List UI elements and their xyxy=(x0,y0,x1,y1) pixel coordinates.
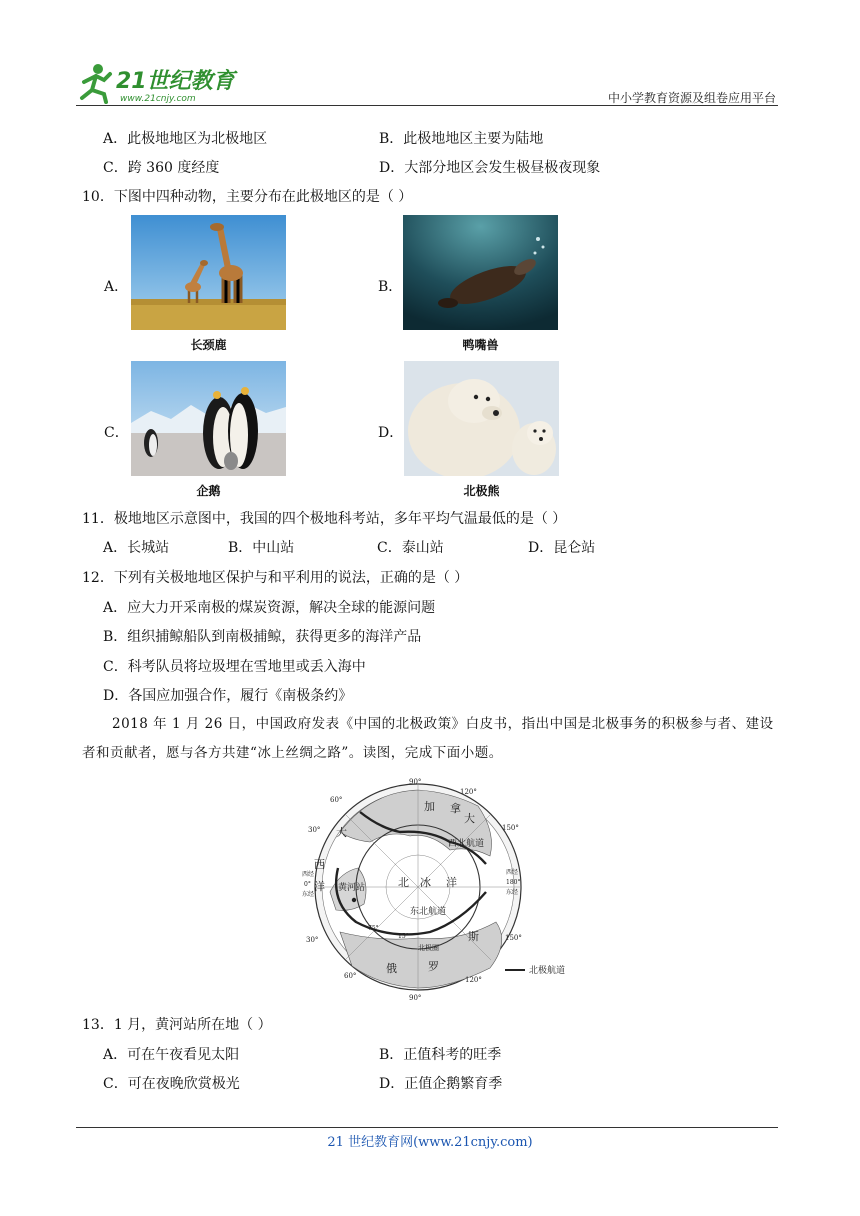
q11-option-c: C．泰山站 xyxy=(377,540,444,556)
q12-option-d: D．各国应加强合作，履行《南极条约》 xyxy=(103,688,353,704)
q11-option-b: B．中山站 xyxy=(228,540,295,556)
q9-option-a: A．此极地地区为北极地区 xyxy=(103,131,268,147)
svg-text:西经: 西经 xyxy=(506,869,519,876)
q13-option-d: D．正值企鹅繁育季 xyxy=(379,1076,503,1092)
svg-text:西: 西 xyxy=(314,858,325,871)
q10-option-d-caption: 北极熊 xyxy=(463,484,500,498)
svg-text:洋: 洋 xyxy=(446,876,457,889)
svg-text:75°: 75° xyxy=(368,925,379,932)
svg-text:150°: 150° xyxy=(502,824,519,832)
svg-text:120°: 120° xyxy=(465,976,482,984)
svg-text:俄: 俄 xyxy=(386,962,397,975)
q10-option-d-letter: D． xyxy=(378,425,404,441)
footer-divider xyxy=(76,1127,778,1128)
svg-text:东经: 东经 xyxy=(506,889,519,896)
q9-option-c: C．跨 360 度经度 xyxy=(103,160,220,176)
svg-text:60°: 60° xyxy=(330,796,343,804)
svg-text:大: 大 xyxy=(464,812,475,825)
footer-site-link[interactable]: 21 世纪教育网(www.21cnjy.com) xyxy=(327,1135,533,1150)
svg-text:90°: 90° xyxy=(409,778,422,786)
q11-stem: 11．极地地区示意图中，我国的四个极地科考站，多年平均气温最低的是（ ） xyxy=(82,511,567,527)
svg-text:东北航道: 东北航道 xyxy=(410,907,447,917)
runner-icon xyxy=(82,64,110,102)
svg-text:罗: 罗 xyxy=(428,960,439,973)
platypus-image xyxy=(403,215,558,330)
polar-bear-image xyxy=(404,361,559,476)
svg-text:北极圈: 北极圈 xyxy=(418,944,439,952)
q10-stem: 10．下图中四种动物，主要分布在此极地区的是（ ） xyxy=(82,189,413,205)
q11-option-a: A．长城站 xyxy=(103,540,170,556)
svg-text:90°: 90° xyxy=(409,994,422,1002)
svg-text:150°: 150° xyxy=(505,934,522,942)
station-marker xyxy=(352,898,356,902)
q12-option-c: C．科考队员将垃圾埋在雪地里或丢入海中 xyxy=(103,659,366,675)
q12-option-b: B．组织捕鲸船队到南极捕鲸，获得更多的海洋产品 xyxy=(103,629,422,645)
arctic-route-map xyxy=(300,772,585,1002)
q13-stem: 13．1 月，黄河站所在地（ ） xyxy=(82,1017,272,1033)
svg-text:0°: 0° xyxy=(304,881,311,888)
header-divider xyxy=(76,105,778,106)
svg-text:15°: 15° xyxy=(398,933,409,940)
svg-text:加: 加 xyxy=(424,800,435,813)
svg-text:东经: 东经 xyxy=(302,891,315,898)
svg-text:拿: 拿 xyxy=(450,802,461,815)
q10-option-c-caption: 企鹅 xyxy=(196,484,221,498)
penguin-image xyxy=(131,361,286,476)
q12-stem: 12．下列有关极地地区保护与和平利用的说法，正确的是（ ） xyxy=(82,570,469,586)
svg-text:西北航道: 西北航道 xyxy=(448,839,485,849)
q12-option-a: A．应大力开采南极的煤炭资源，解决全球的能源问题 xyxy=(103,600,436,616)
q10-option-a-caption: 长颈鹿 xyxy=(190,338,227,352)
svg-text:180°: 180° xyxy=(506,879,521,886)
svg-text:www.21cnjy.com: www.21cnjy.com xyxy=(120,94,196,104)
svg-text:北: 北 xyxy=(398,876,409,889)
giraffe-image xyxy=(131,215,286,330)
q10-option-b-letter: B． xyxy=(378,279,403,295)
site-logo xyxy=(74,60,244,104)
q9-option-b: B．此极地地区主要为陆地 xyxy=(379,131,544,147)
svg-text:30°: 30° xyxy=(308,826,321,834)
legend-label: 北极航道 xyxy=(529,966,566,976)
svg-text:60°: 60° xyxy=(344,972,357,980)
svg-text:120°: 120° xyxy=(460,788,477,796)
q10-option-a-letter: A． xyxy=(104,279,129,295)
q13-option-b: B．正值科考的旺季 xyxy=(379,1047,502,1063)
svg-text:冰: 冰 xyxy=(420,876,431,889)
reading-passage: 2018 年 1 月 26 日，中国政府发表《中国的北极政策》白皮书，指出中国是北极事务的积极参与者、建设者和贡献者，愿与各方共建“冰上丝绸之路”。读图，完成下面小题。 xyxy=(82,716,774,761)
svg-text:洋: 洋 xyxy=(314,880,325,893)
q10-option-c-letter: C． xyxy=(104,425,129,441)
q10-option-b-caption: 鸭嘴兽 xyxy=(462,338,499,352)
svg-text:斯: 斯 xyxy=(468,930,479,943)
q11-option-d: D．昆仑站 xyxy=(528,540,596,556)
svg-text:21世纪教育: 21世纪教育 xyxy=(116,69,235,94)
platform-name: 中小学教育资源及组卷应用平台 xyxy=(607,91,776,105)
svg-text:西经: 西经 xyxy=(302,871,315,878)
q13-option-c: C．可在夜晚欣赏极光 xyxy=(103,1076,240,1092)
q13-option-a: A．可在午夜看见太阳 xyxy=(103,1047,240,1063)
svg-text:黄河站: 黄河站 xyxy=(338,883,366,893)
svg-text:大: 大 xyxy=(336,826,347,839)
q9-option-d: D．大部分地区会发生极昼极夜现象 xyxy=(379,160,601,176)
svg-text:30°: 30° xyxy=(306,936,319,944)
